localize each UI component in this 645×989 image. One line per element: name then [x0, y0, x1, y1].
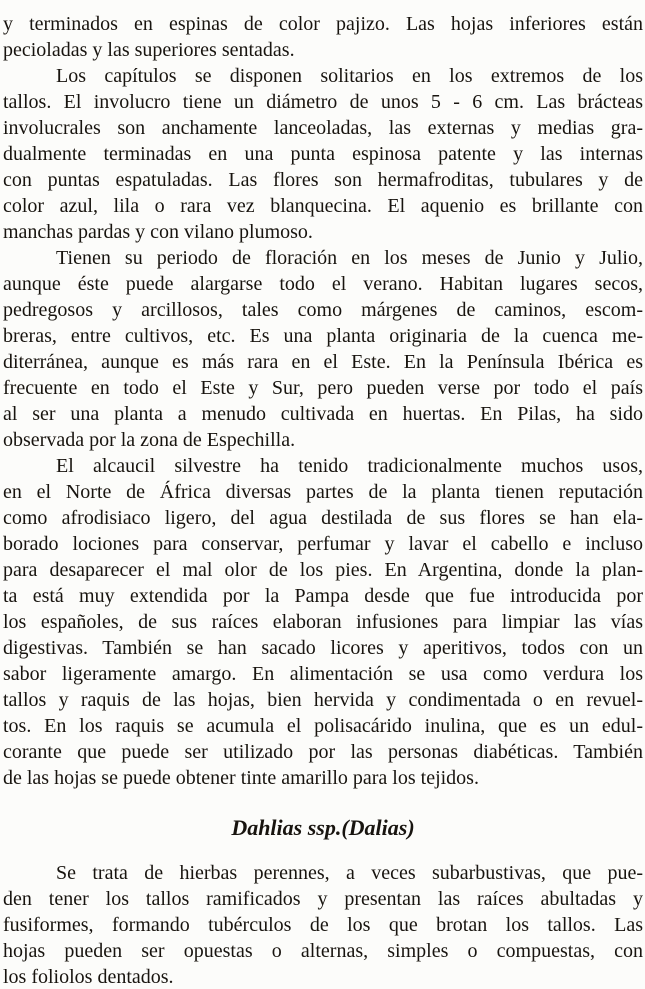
text-line: fusiformes, formando tubérculos de los que brotan los tallos. Las	[3, 914, 643, 936]
text-line: digestivas. También se han sacado licores y aperitivos, todos con un	[3, 637, 643, 659]
text-line: borado lociones para conservar, perfumar y lavar el cabello e incluso	[3, 533, 643, 555]
text-line: color azul, lila o rara vez blanquecina. El aquenio es brillante con	[3, 195, 643, 217]
text-line: sabor ligeramente amargo. En alimentación se usa como verdura los	[3, 663, 643, 685]
text-line: manchas pardas y con vilano plumoso.	[3, 221, 313, 243]
text-line: tallos y raquis de las hojas, bien hervida y condimentada o en revuel-	[3, 689, 643, 711]
text-line: Los capítulos se disponen solitarios en los extremos de los	[56, 65, 643, 87]
text-line: tos. En los raquis se acumula el polisacárido inulina, que es un edul-	[3, 715, 643, 737]
paragraph	[3, 860, 643, 989]
paragraph	[3, 11, 643, 63]
text-line: los españoles, de sus raíces elaboran infusiones para limpiar las vías	[3, 611, 643, 633]
paragraph	[3, 453, 643, 791]
text-line: de las hojas se puede obtener tinte amarillo para los tejidos.	[3, 767, 479, 789]
text-line: breras, entre cultivos, etc. Es una planta originaria de la cuenca me-	[3, 325, 643, 347]
text-line: los foliolos dentados.	[3, 966, 174, 988]
text-line: El alcaucil silvestre ha tenido tradicionalmente muchos usos,	[56, 455, 643, 477]
text-line: involucrales son anchamente lanceoladas, las externas y medias gra-	[3, 117, 643, 139]
text-line: aunque éste puede alargarse todo el verano. Habitan lugares secos,	[3, 273, 643, 295]
text-line: con puntas espatuladas. Las flores son hermafroditas, tubulares y de	[3, 169, 643, 191]
text-line: pedregosos y arcillosos, tales como márgenes de caminos, escom-	[3, 299, 643, 321]
text-line: como afrodisiaco ligero, del agua destilada de sus flores se han ela-	[3, 507, 643, 529]
text-line: al ser una planta a menudo cultivada en huertas. En Pilas, ha sido	[3, 403, 643, 425]
text-line: pecioladas y las superiores sentadas.	[3, 39, 295, 61]
text-line: tallos. El involucro tiene un diámetro de unos 5 - 6 cm. Las brácteas	[3, 91, 643, 113]
text-line: dualmente terminadas en una punta espinosa patente y las internas	[3, 143, 643, 165]
section-heading: Dahlias ssp.(Dalias)	[231, 815, 415, 840]
text-line: en el Norte de África diversas partes de la planta tienen reputación	[3, 481, 643, 503]
text-line: frecuente en todo el Este y Sur, pero pueden verse por todo el país	[3, 377, 643, 399]
text-line: observada por la zona de Espechilla.	[3, 429, 296, 451]
text-line: hojas pueden ser opuestas o alternas, simples o compuestas, con	[3, 940, 643, 962]
text-line: y terminados en espinas de color pajizo. Las hojas inferiores están	[3, 13, 643, 35]
text-line: Se trata de hierbas perennes, a veces subarbustivas, que pue-	[56, 862, 643, 884]
text-line: ta está muy extendida por la Pampa desde que fue introducida por	[3, 585, 643, 607]
text-line: corante que puede ser utilizado por las personas diabéticas. También	[3, 741, 643, 763]
text-line: diterránea, aunque es más rara en el Este. En la Península Ibérica es	[3, 351, 643, 373]
paragraph	[3, 63, 643, 245]
text-line: para desaparecer el mal olor de los pies. En Argentina, donde la plan-	[3, 559, 643, 581]
text-line: Tienen su periodo de floración en los meses de Junio y Julio,	[56, 247, 643, 269]
paragraph	[3, 245, 643, 453]
text-line: den tener los tallos ramificados y presentan las raíces abultadas y	[3, 888, 643, 910]
